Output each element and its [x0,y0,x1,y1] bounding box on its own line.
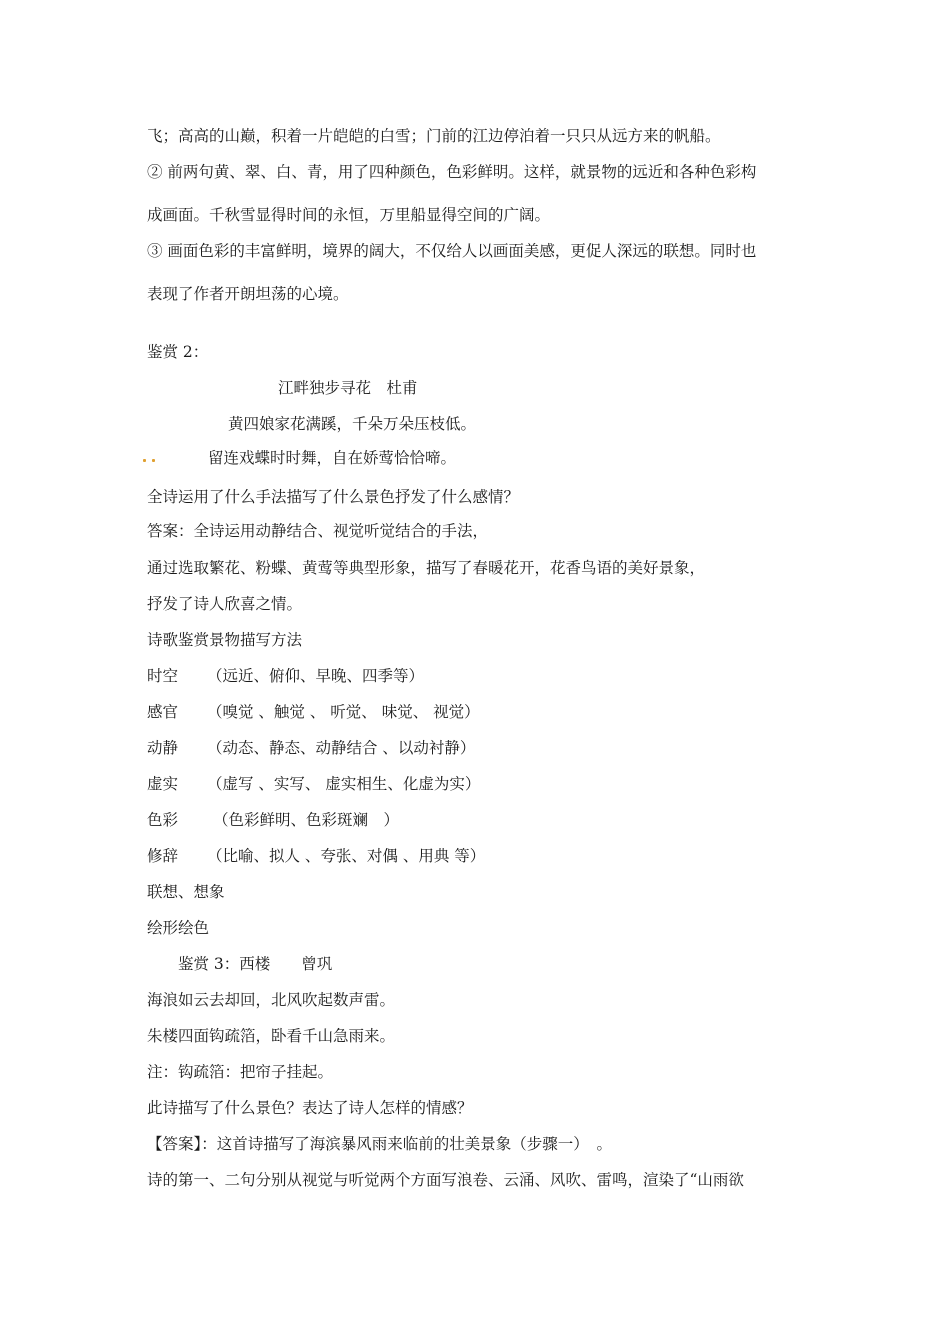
poem-line: 朱楼四面钩疏箔，卧看千山急雨来。 [147,1027,396,1045]
answer-line: 诗的第一、二句分别从视觉与听觉两个方面写浪卷、云涌、风吹、雷鸣，渲染了“山雨欲 [147,1171,744,1189]
text-line: 飞；高高的山巅，积着一片皑皑的白雪；门前的江边停泊着一只只从远方来的帆船。 [147,127,721,145]
answer-line: 抒发了诗人欣喜之情。 [147,595,303,613]
section-heading: 诗歌鉴赏景物描写方法 [147,631,303,649]
method-desc: （虚写 、实写、 虚实相生、化虚为实） [207,775,481,793]
method-desc: （远近、俯仰、早晚、四季等） [207,667,425,685]
method-desc: （动态、静态、动静结合 、以动衬静） [207,739,476,757]
method-desc: （色彩鲜明、色彩斑斓 ） [213,811,400,829]
question-line: 此诗描写了什么景色？表达了诗人怎样的情感？ [147,1099,473,1117]
poem-line: 黄四娘家花满蹊，千朵万朵压枝低。 [228,415,477,433]
text-line: 表现了作者开朗坦荡的心境。 [147,285,349,303]
decorative-dots [143,459,157,463]
answer-line: 通过选取繁花、粉蝶、黄莺等典型形象，描写了春暖花开，花香鸟语的美好景象， [147,559,706,577]
question-line: 全诗运用了什么手法描写了什么景色抒发了什么感情？ [147,488,520,506]
answer-line: 【答案】：这首诗描写了海滨暴风雨来临前的壮美景象（步骤一） 。 [147,1135,613,1153]
text-line: 联想、想象 [147,883,225,901]
poem-line: 海浪如云去却回，北风吹起数声雷。 [147,991,396,1009]
method-term: 虚实 [147,775,179,793]
method-desc: （嗅觉 、触觉 、 听觉、 味觉、 视觉） [207,703,480,721]
text-line: 绘形绘色 [147,919,210,937]
method-item [147,774,810,794]
section-heading: 鉴赏 3：西楼 曾巩 [178,955,333,973]
text-line: ② 前两句黄、翠、白、青，用了四种颜色，色彩鲜明。这样，就景物的远近和各种色彩构 [147,163,757,181]
method-item [147,702,810,722]
poem-line: 留连戏蝶时时舞，自在娇莺恰恰啼。 [208,449,457,467]
method-desc: （比喻、拟人 、夸张、对偶 、用典 等） [207,847,486,865]
method-term: 感官 [147,703,179,721]
method-term: 动静 [147,739,179,757]
answer-line: 答案：全诗运用动静结合、视觉听觉结合的手法， [147,522,489,540]
text-line: ③ 画面色彩的丰富鲜明，境界的阔大，不仅给人以画面美感，更促人深远的联想。同时也 [147,242,757,260]
method-term: 时空 [147,667,179,685]
method-term: 修辞 [147,847,179,865]
section-heading: 鉴赏 2： [147,343,209,361]
poem-title: 江畔独步寻花 杜甫 [278,379,418,397]
method-item [147,738,810,758]
method-item [147,810,810,830]
note-line: 注：钩疏箔：把帘子挂起。 [147,1063,334,1081]
text-line: 成画面。千秋雪显得时间的永恒，万里船显得空间的广阔。 [147,206,551,224]
method-item [147,666,810,686]
method-term: 色彩 [147,811,179,829]
method-item [147,846,810,866]
